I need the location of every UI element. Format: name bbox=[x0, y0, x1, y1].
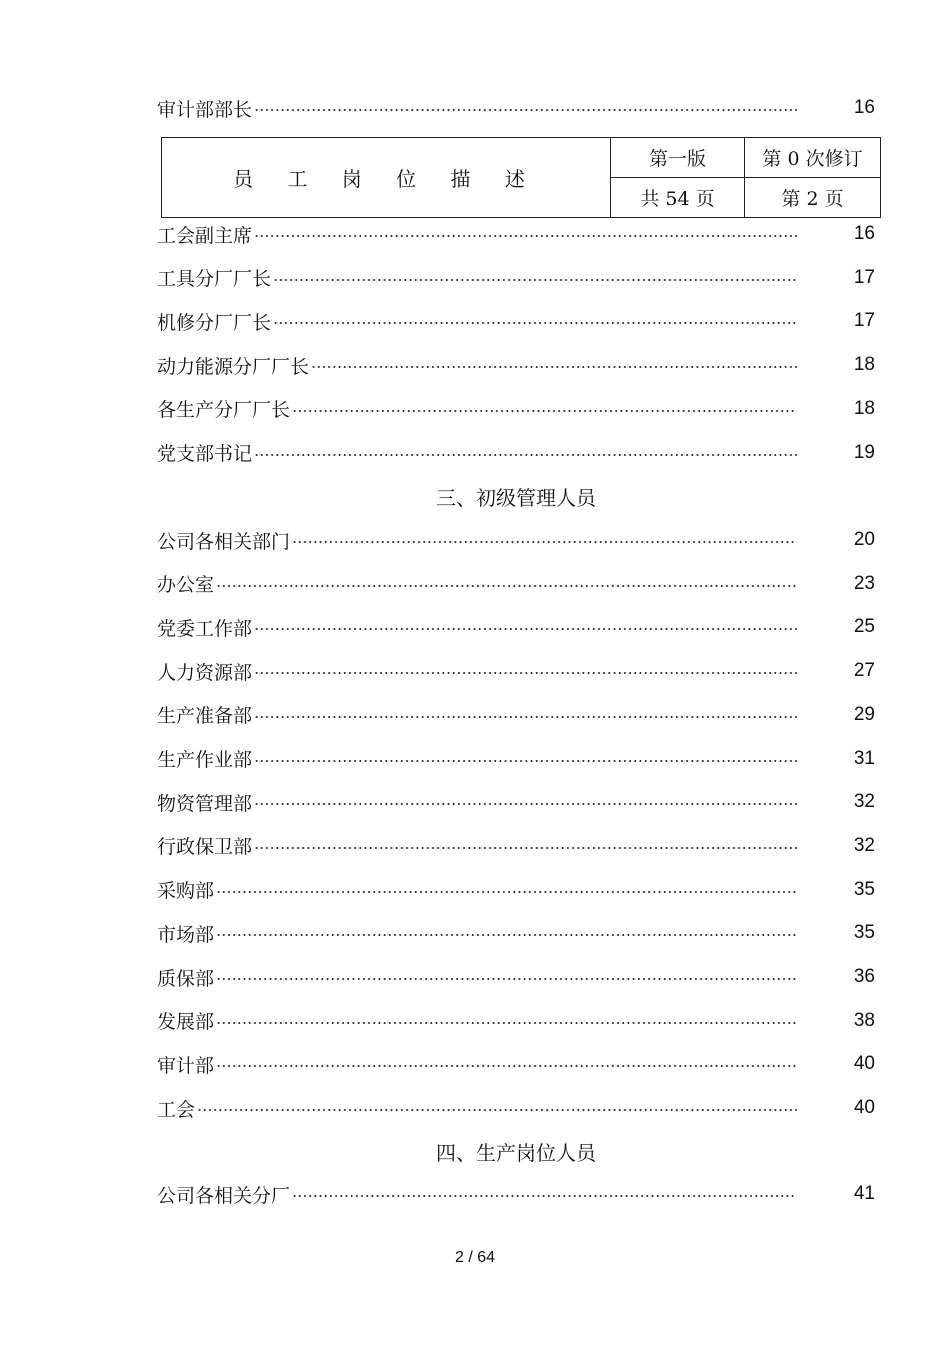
toc-entry[interactable] bbox=[157, 656, 875, 686]
toc-entry-page: 40 bbox=[853, 1053, 875, 1075]
toc-entry-label: 公司各相关分厂 bbox=[157, 1184, 291, 1207]
toc-entry[interactable] bbox=[157, 1006, 875, 1036]
toc-leader-dots bbox=[254, 847, 797, 849]
toc-entry[interactable] bbox=[157, 700, 875, 730]
toc-entry-page: 19 bbox=[853, 441, 875, 463]
toc-entry[interactable] bbox=[157, 962, 875, 992]
toc-entry[interactable] bbox=[157, 219, 875, 249]
toc-entry[interactable] bbox=[157, 918, 875, 948]
toc-entry-page: 35 bbox=[853, 878, 875, 900]
toc-leader-dots bbox=[254, 760, 797, 762]
toc-leader-dots bbox=[216, 934, 797, 936]
toc-entry[interactable] bbox=[157, 875, 875, 905]
toc-leader-dots bbox=[216, 1022, 797, 1024]
toc-entry-page: 29 bbox=[853, 703, 875, 725]
toc-entry-label: 工具分厂厂长 bbox=[157, 268, 272, 291]
toc-entry-label: 工会 bbox=[157, 1098, 196, 1121]
toc-entry-label: 党委工作部 bbox=[157, 617, 253, 640]
toc-entry-page: 25 bbox=[853, 616, 875, 638]
toc-entry-page: 17 bbox=[853, 310, 875, 332]
toc-entry-label: 动力能源分厂厂长 bbox=[157, 355, 310, 378]
current-page-cell: 第 2 页 bbox=[745, 178, 881, 218]
total-pages-cell: 共 54 页 bbox=[611, 178, 745, 218]
toc-entry[interactable] bbox=[157, 612, 875, 642]
toc-entry[interactable] bbox=[157, 438, 875, 468]
toc-entry-label: 生产准备部 bbox=[157, 705, 253, 728]
toc-entry-label: 公司各相关部门 bbox=[157, 530, 291, 553]
toc-leader-dots bbox=[292, 541, 797, 543]
toc-entry-label: 物资管理部 bbox=[157, 792, 253, 815]
toc-entry-page: 16 bbox=[853, 97, 875, 118]
toc-entry-label: 市场部 bbox=[157, 923, 215, 946]
toc-entry-page: 17 bbox=[853, 266, 875, 288]
toc-leader-dots bbox=[197, 1109, 797, 1111]
revision-cell: 第 0 次修订 bbox=[745, 138, 881, 178]
toc-entry-label: 人力资源部 bbox=[157, 661, 253, 684]
toc-leader-dots bbox=[216, 978, 797, 980]
toc-entry-label: 各生产分厂厂长 bbox=[157, 399, 291, 422]
toc-entry-page: 32 bbox=[853, 791, 875, 813]
toc-entry-page: 18 bbox=[853, 354, 875, 376]
document-header-table bbox=[161, 137, 881, 218]
toc-entry-page: 23 bbox=[853, 572, 875, 594]
toc-entry-label: 发展部 bbox=[157, 1011, 215, 1034]
toc-entry-page: 35 bbox=[853, 922, 875, 944]
toc-entry[interactable] bbox=[157, 1093, 875, 1123]
toc-leader-dots bbox=[216, 1065, 797, 1067]
toc-entry-page: 16 bbox=[853, 223, 875, 244]
toc-entry[interactable] bbox=[157, 394, 875, 424]
toc-entry[interactable] bbox=[157, 525, 875, 555]
toc-entry-label: 机修分厂厂长 bbox=[157, 311, 272, 334]
toc-entry-label: 生产作业部 bbox=[157, 749, 253, 771]
toc-entry-label: 行政保卫部 bbox=[157, 836, 253, 859]
toc-leader-dots bbox=[254, 716, 797, 718]
toc-leader-dots bbox=[292, 410, 797, 412]
toc-entry-page: 40 bbox=[853, 1097, 875, 1119]
toc-entry-page: 38 bbox=[853, 1009, 875, 1031]
toc-leader-dots bbox=[216, 891, 797, 893]
toc-entry[interactable] bbox=[157, 831, 875, 861]
toc-leader-dots bbox=[254, 672, 797, 674]
toc-entry-page: 18 bbox=[853, 397, 875, 419]
section-heading-4: 四、生产岗位人员 bbox=[436, 1141, 596, 1165]
toc-entry[interactable] bbox=[157, 569, 875, 599]
toc-entry[interactable] bbox=[157, 263, 875, 293]
edition-cell: 第一版 bbox=[611, 138, 745, 178]
toc-entry-page: 36 bbox=[853, 966, 875, 987]
toc-entry-label: 质保部 bbox=[157, 967, 215, 990]
toc-entry-label: 审计部 bbox=[157, 1054, 215, 1077]
toc-leader-dots bbox=[273, 279, 797, 281]
toc-entry-label: 采购部 bbox=[157, 880, 215, 903]
toc-leader-dots bbox=[254, 109, 797, 111]
toc-entry-page: 41 bbox=[853, 1183, 875, 1204]
toc-entry[interactable] bbox=[157, 1049, 875, 1079]
toc-leader-dots bbox=[254, 454, 797, 456]
toc-leader-dots bbox=[292, 1195, 797, 1197]
toc-leader-dots bbox=[311, 366, 797, 368]
toc-entry[interactable] bbox=[157, 306, 875, 336]
toc-entry-label: 党支部书记 bbox=[157, 443, 253, 465]
page-indicator: 2 / 64 bbox=[454, 1249, 496, 1266]
toc-entry[interactable] bbox=[157, 350, 875, 380]
toc-entry[interactable] bbox=[157, 1179, 875, 1209]
toc-leader-dots bbox=[254, 803, 797, 805]
toc-leader-dots bbox=[273, 322, 797, 324]
toc-entry-page: 32 bbox=[853, 834, 875, 856]
toc-entry-label: 工会副主席 bbox=[157, 224, 253, 247]
section-heading-3: 三、初级管理人员 bbox=[436, 486, 596, 510]
toc-leader-dots bbox=[254, 628, 797, 630]
toc-leader-dots bbox=[216, 585, 797, 587]
toc-entry[interactable] bbox=[157, 787, 875, 817]
toc-entry-page: 31 bbox=[853, 747, 875, 769]
toc-entry-page: 20 bbox=[853, 529, 875, 550]
toc-entry-page: 27 bbox=[853, 660, 875, 682]
toc-entry[interactable] bbox=[157, 93, 875, 123]
toc-entry-label: 办公室 bbox=[157, 574, 215, 597]
toc-leader-dots bbox=[254, 235, 797, 237]
toc-entry[interactable] bbox=[157, 744, 875, 774]
toc-entry-label: 审计部部长 bbox=[157, 98, 253, 121]
document-title: 员 工 岗 位 描 述 bbox=[162, 138, 611, 218]
